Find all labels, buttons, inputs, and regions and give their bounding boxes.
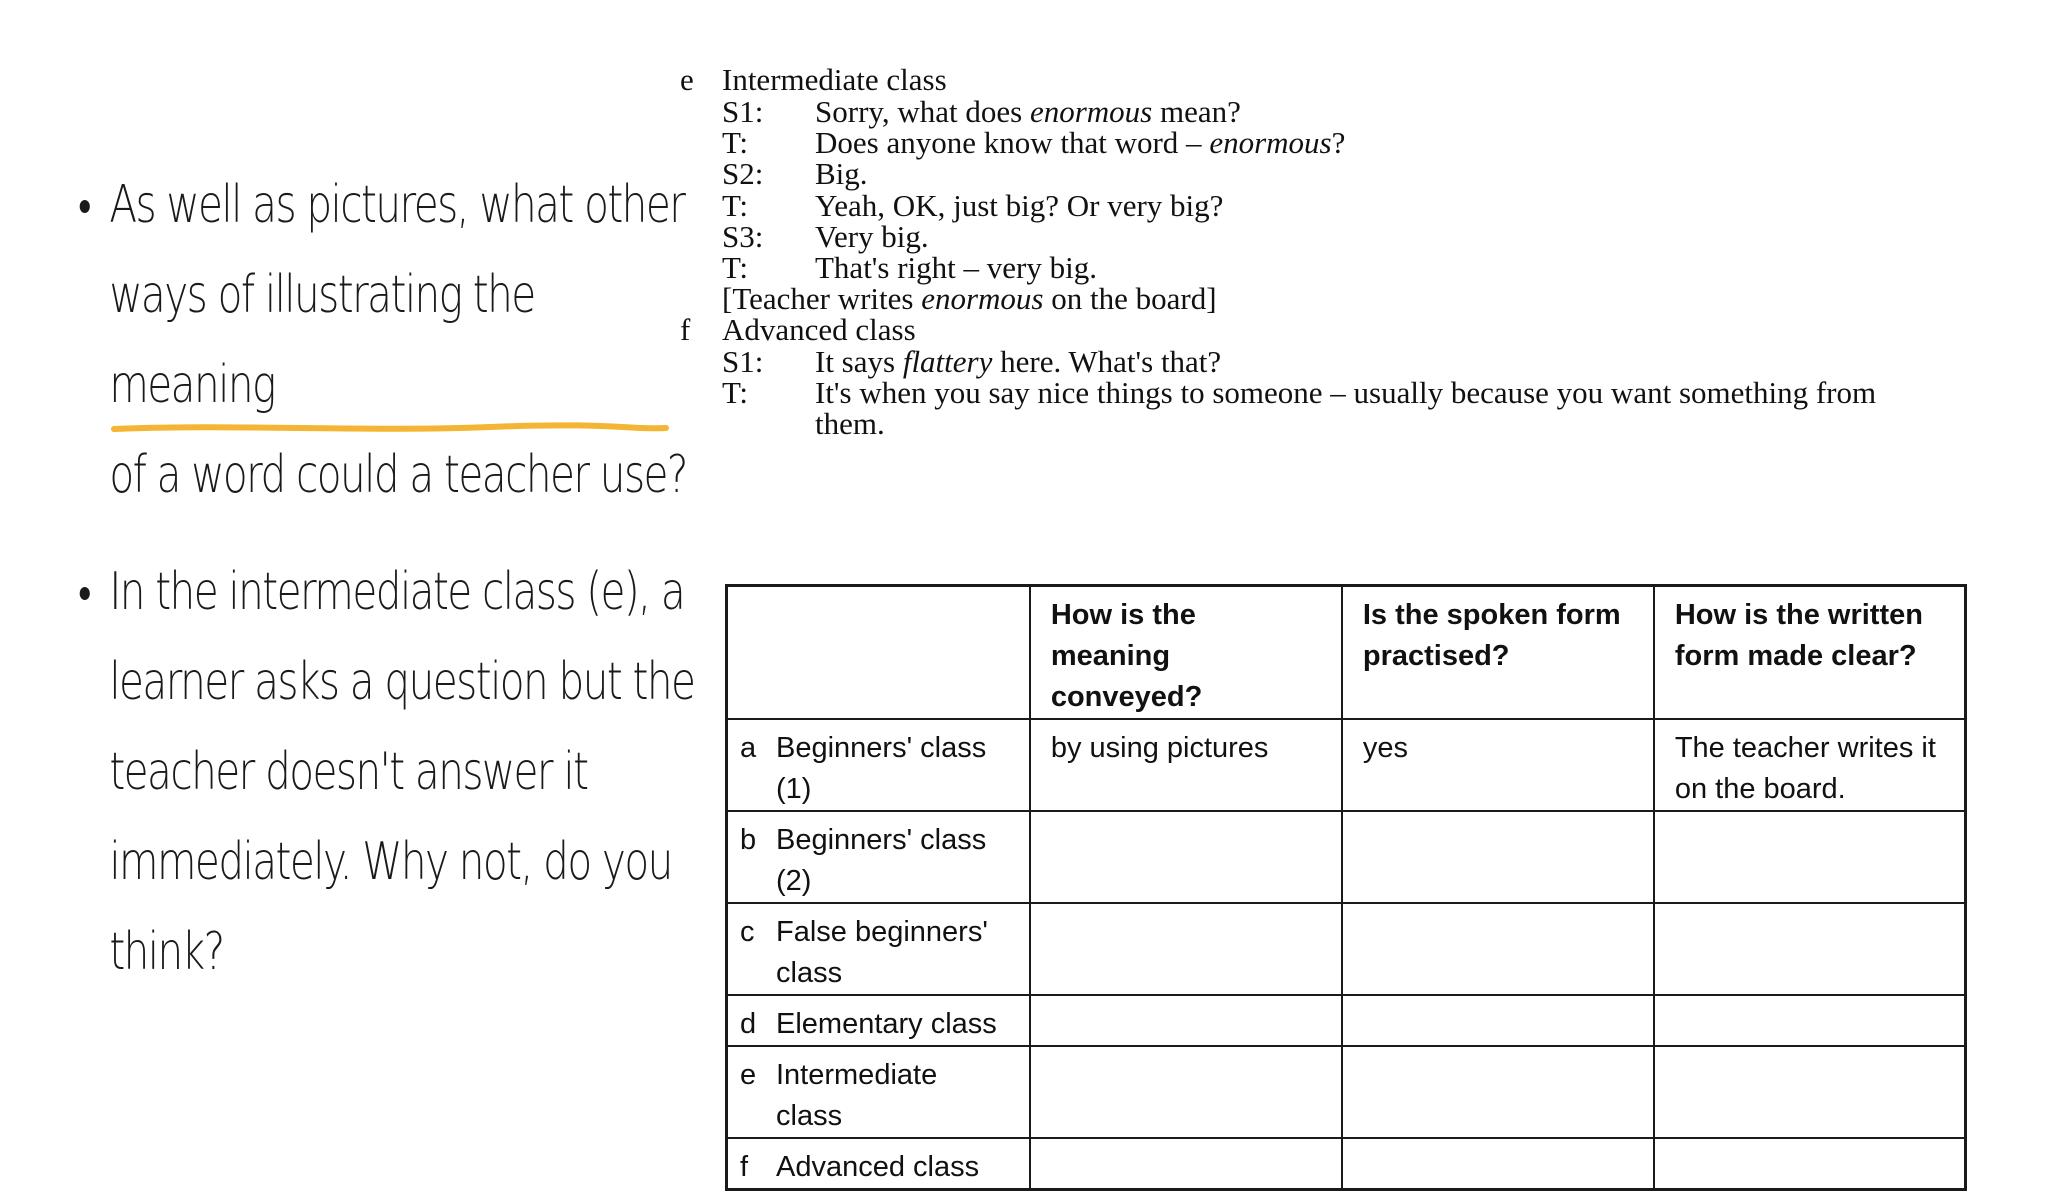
cell-meaning: by using pictures <box>1030 719 1342 811</box>
header-line: conveyed? <box>1050 681 1203 713</box>
speaker-label: S1: <box>722 94 764 129</box>
section-letter: f <box>680 312 691 347</box>
table-row <box>727 995 1966 1046</box>
speaker-label: T: <box>722 125 749 160</box>
utterance: It's when you say nice things to someone – usually because you want something from <box>815 375 1877 410</box>
question-2-line: In the intermediate class (e), a <box>109 562 685 622</box>
table-row <box>727 1046 1966 1138</box>
row-label-text: Intermediate class <box>776 1059 938 1132</box>
row-letter: a <box>740 732 757 764</box>
table-row <box>727 719 1966 811</box>
row-label <box>727 995 1030 1046</box>
cell-written <box>1654 1046 1966 1138</box>
question-2-line: learner asks a question but the <box>109 652 695 712</box>
cell-line: on the board. <box>1674 773 1846 805</box>
header-line: How is the meaning <box>1050 599 1196 672</box>
question-2-line: teacher doesn't answer it <box>109 742 588 802</box>
header-line: form made clear? <box>1674 640 1917 672</box>
speaker-label: S3: <box>722 219 764 254</box>
table-row <box>727 903 1966 995</box>
speaker-label: S2: <box>722 156 764 191</box>
header-cell-empty <box>727 586 1030 720</box>
row-letter: d <box>740 1008 757 1040</box>
section-title: Advanced class <box>722 312 916 347</box>
cell-meaning <box>1030 1138 1342 1190</box>
question-1 <box>75 160 702 520</box>
utterance: That's right – very big. <box>815 250 1097 285</box>
cell-written <box>1654 811 1966 903</box>
row-letter: e <box>740 1059 757 1091</box>
row-label <box>727 1046 1030 1138</box>
cell-meaning <box>1030 995 1342 1046</box>
row-label-text: Advanced class <box>776 1151 980 1183</box>
row-label <box>727 903 1030 995</box>
utterance: Very big. <box>815 219 929 254</box>
section-letter: e <box>680 62 694 97</box>
utterance: Does anyone know that word – enormous? <box>815 125 1346 160</box>
cell-meaning <box>1030 903 1342 995</box>
utterance: Big. <box>815 156 868 191</box>
row-label-text: Elementary class <box>776 1008 997 1040</box>
table-header-row <box>727 586 1966 720</box>
header-line: How is the written <box>1674 599 1923 631</box>
row-label-text: class <box>776 957 843 989</box>
header-written <box>1654 586 1966 720</box>
question-1-line: ways of illustrating the meaning <box>109 265 535 415</box>
row-label <box>727 1138 1030 1190</box>
question-2-line: think? <box>109 922 224 982</box>
header-spoken <box>1342 586 1654 720</box>
speaker-label: T: <box>722 250 749 285</box>
row-label-text: False beginners' <box>776 916 988 948</box>
table-row <box>727 811 1966 903</box>
highlight-underline <box>110 418 670 438</box>
utterance: It says flattery here. What's that? <box>815 344 1222 379</box>
table-row <box>727 1138 1966 1190</box>
speaker-label: T: <box>722 375 749 410</box>
speaker-label: S1: <box>722 344 764 379</box>
row-letter: c <box>740 916 755 948</box>
bullet-icon <box>80 587 90 600</box>
question-2 <box>75 547 702 997</box>
row-label <box>727 719 1030 811</box>
bullet-icon <box>80 200 90 213</box>
cell-spoken <box>1342 1138 1654 1190</box>
question-1-line: of a word could a teacher use? <box>109 445 687 505</box>
question-1-line: As well as pictures, what other <box>109 175 685 235</box>
cell-spoken <box>1342 1046 1654 1138</box>
header-line: practised? <box>1362 640 1510 672</box>
row-label <box>727 811 1030 903</box>
cell-written <box>1654 1138 1966 1190</box>
utterance: Yeah, OK, just big? Or very big? <box>815 188 1224 223</box>
cell-written <box>1654 719 1966 811</box>
cell-spoken <box>1342 903 1654 995</box>
cell-spoken <box>1342 995 1654 1046</box>
cell-spoken <box>1342 811 1654 903</box>
header-meaning <box>1030 586 1342 720</box>
row-label-text: Beginners' class (1) <box>776 732 987 805</box>
utterance: them. <box>815 406 885 441</box>
cell-written <box>1654 903 1966 995</box>
cell-line: The teacher writes it <box>1674 732 1936 764</box>
cell-written <box>1654 995 1966 1046</box>
header-line: Is the spoken form <box>1362 599 1621 631</box>
vocabulary-teaching-table <box>725 584 1967 1191</box>
question-2-line: immediately. Why not, do you <box>109 832 672 892</box>
row-letter: f <box>740 1151 749 1183</box>
cell-meaning <box>1030 811 1342 903</box>
cell-meaning <box>1030 1046 1342 1138</box>
cell-spoken: yes <box>1342 719 1654 811</box>
utterance: Sorry, what does enormous mean? <box>815 94 1241 129</box>
row-label-text: Beginners' class (2) <box>776 824 987 897</box>
row-letter: b <box>740 824 757 856</box>
section-title: Intermediate class <box>722 62 947 97</box>
speaker-label: T: <box>722 188 749 223</box>
